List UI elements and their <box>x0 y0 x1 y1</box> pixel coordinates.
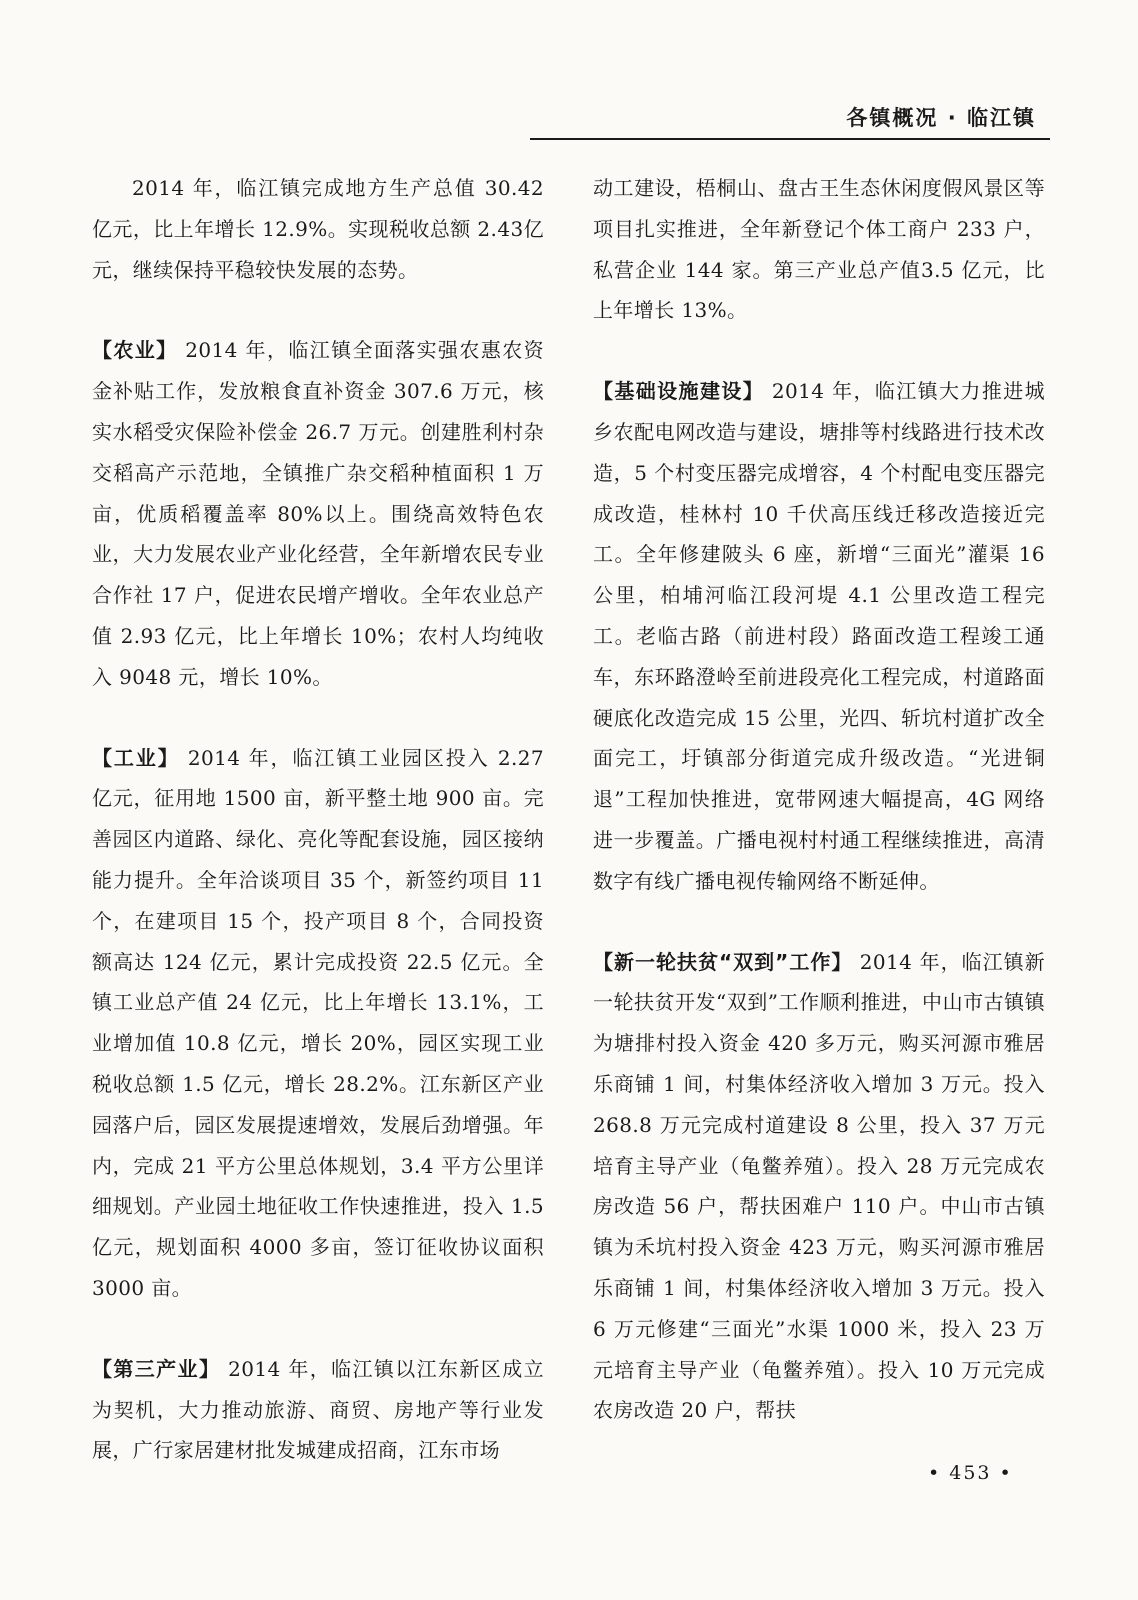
agriculture-text: 2014 年，临江镇全面落实强农惠农资金补贴工作，发放粮食直补资金 307.6 万元，核实水稻受灾保险补偿金 26.7 万元。创建胜利村杂交稻高产示范地，全镇推广杂交稻种植面积 1 万亩，优质稻覆盖率 80%以上。围绕高效特色农业，大力发展农业产业化经营，全年新增农民专业合作社 17 户，促进农民增产增收。全年农业总产值 2.93 亿元，比上年增长 10%；农村人均纯收入 9048 元，增长 10%。 <box>92 338 544 689</box>
intro-paragraph: 2014 年，临江镇完成地方生产总值 30.42 亿元，比上年增长 12.9%。实现税收总额 2.43亿元，继续保持平稳较快发展的态势。 <box>92 176 544 282</box>
left-column <box>92 168 544 1511</box>
tertiary-text: 2014 年，临江镇以江东新区成立为契机，大力推动旅游、商贸、房地产等行业发展，广行家居建材批发城建成招商，江东市场 <box>92 1356 544 1463</box>
agriculture-section <box>92 330 544 697</box>
agriculture-heading: 【农业】 <box>92 338 178 363</box>
poverty-heading: 【新一轮扶贫“双到”工作】 <box>593 949 853 974</box>
industry-heading: 【工业】 <box>92 745 180 770</box>
header-title: 各镇概况 · 临江镇 <box>846 106 1036 130</box>
tertiary-continued: 动工建设，梧桐山、盘古王生态休闲度假风景区等项目扎实推进，全年新登记个体工商户 233 户，私营企业 144 家。第三产业总产值3.5 亿元，比上年增长 13%。 <box>593 176 1045 323</box>
infrastructure-text: 2014 年，临江镇大力推进城乡农配电网改造与建设，塘排等村线路进行技术改造，5 个村变压器完成增容，4 个村配电变压器完成改造，桂林村 10 千伏高压线迁移改造接近完工。全年修建陂头 6 座，新增“三面光”灌渠 16 公里，柏埔河临江段河堤 4.1 公里改造工程完工。老临古路（前进村段）路面改造工程竣工通车，东环路澄岭至前进段亮化工程完成，村道路面硬底化改造完成 15 公里，光四、斩坑村道扩改全面完工，圩镇部分街道完成升级改造。“光进铜退”工程加快推进，宽带网速大幅提高，4G 网络进一步覆盖。广播电视村村通工程继续推进，高清数字有线广播电视传输网络不断延伸。 <box>593 379 1045 893</box>
right-column <box>593 168 1045 1471</box>
poverty-text: 2014 年，临江镇新一轮扶贫开发“双到”工作顺利推进，中山市古镇镇为塘排村投入资金 420 多万元，购买河源市雅居乐商铺 1 间，村集体经济收入增加 3 万元。投入 268.8 万元完成村道建设 8 公里，投入 37 万元培育主导产业（龟鳖养殖）。投入 28 万元完成农房改造 56 户，帮扶困难户 110 户。中山市古镇镇为禾坑村投入资金 423 万元，购买河源市雅居乐商铺 1 间，村集体经济收入增加 3 万元。投入 6 万元修建“三面光”水渠 1000 米，投入 23 万元培育主导产业（龟鳖养殖）。投入 10 万元完成农房改造 20 户，帮扶 <box>593 949 1045 1423</box>
industry-text: 2014 年，临江镇工业园区投入 2.27 亿元，征用地 1500 亩，新平整土地 900 亩。完善园区内道路、绿化、亮化等配套设施，园区接纳能力提升。全年洽谈项目 35 个，新签约项目 11 个，在建项目 15 个，投产项目 8 个，合同投资额高达 124 亿元，累计完成投资 22.5 亿元。全镇工业总产值 24 亿元，比上年增长 13.1%，工业增加值 10.8 亿元，增长 20%，园区实现工业税收总额 1.5 亿元，增长 28.2%。江东新区产业园落户后，园区发展提速增效，发展后劲增强。年内，完成 21 平方公里总体规划，3.4 平方公里详细规划。产业园土地征收工作快速推进，投入 1.5 亿元，规划面积 4000 多亩，签订征收协议面积 3000 亩。 <box>92 745 544 1300</box>
industry-section <box>92 738 544 1309</box>
poverty-section <box>593 942 1045 1432</box>
running-header <box>530 98 1050 148</box>
infrastructure-section <box>593 371 1045 901</box>
page-number: • 453 • <box>928 1462 1013 1484</box>
infrastructure-heading: 【基础设施建设】 <box>593 379 765 404</box>
header-rule <box>530 138 1050 140</box>
tertiary-section <box>92 1349 544 1471</box>
tertiary-heading: 【第三产业】 <box>92 1356 221 1381</box>
